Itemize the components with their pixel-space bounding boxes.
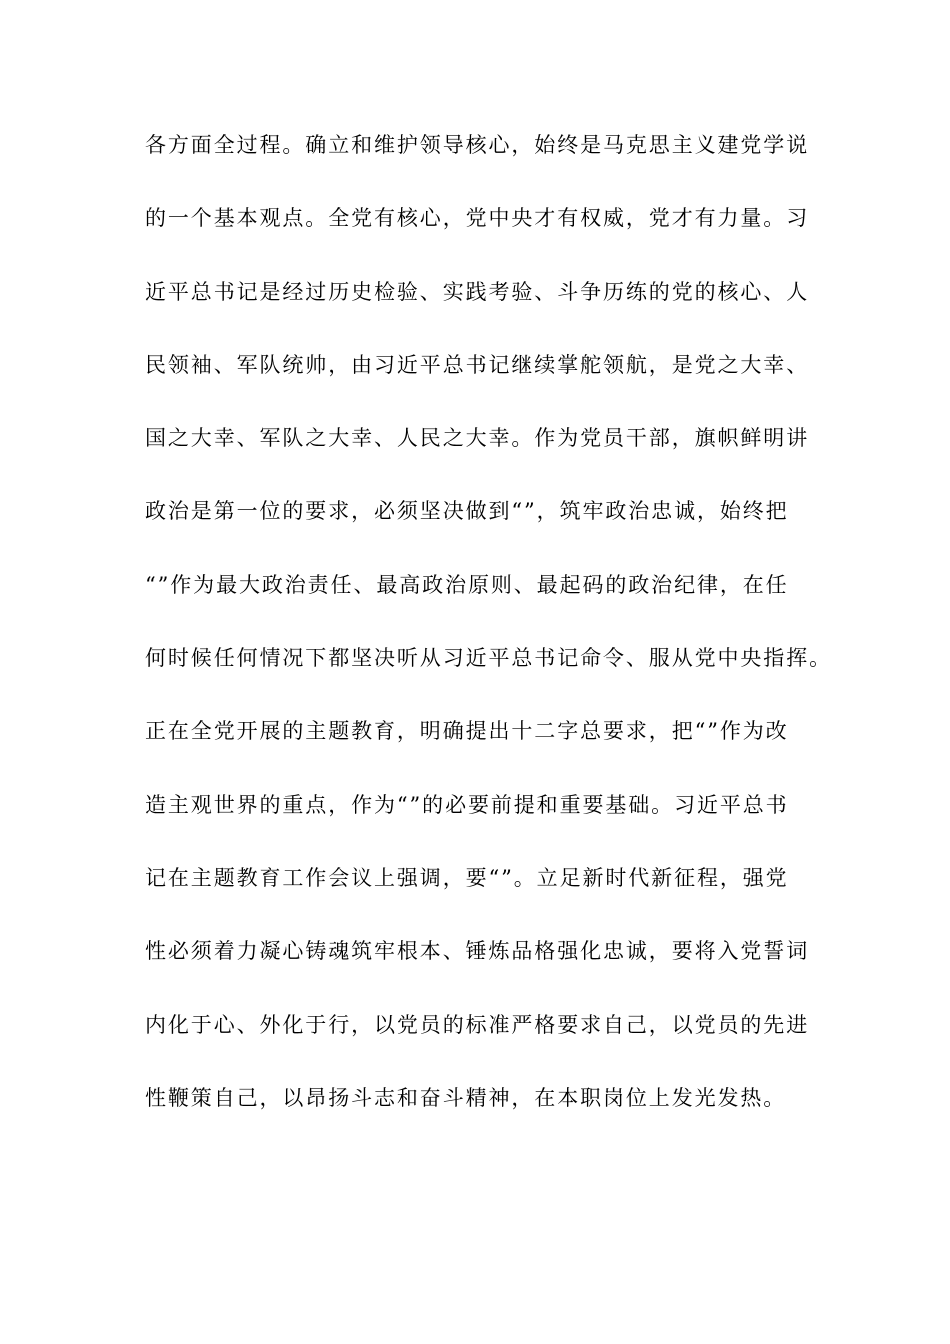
text-line: 何时候任何情况下都坚决听从习近平总书记命令、服从党中央指挥。	[145, 646, 832, 671]
text-line: 的一个基本观点。全党有核心，党中央才有权威，党才有力量。习	[145, 206, 810, 231]
text-line: 性鞭策自己，以昂扬斗志和奋斗精神，在本职岗位上发光发热。	[145, 1085, 787, 1110]
text-line: 性必须着力凝心铸魂筑牢根本、锤炼品格强化忠诚，要将入党誓词	[145, 939, 810, 964]
text-line: 内化于心、外化于行，以党员的标准严格要求自己，以党员的先进	[145, 1012, 810, 1037]
text-line: 政治是第一位的要求，必须坚决做到“”，筑牢政治忠诚，始终把	[145, 499, 789, 524]
text-line: 民领袖、军队统帅，由习近平总书记继续掌舵领航，是党之大幸、	[145, 352, 810, 377]
body-paragraph	[145, 125, 832, 1151]
text-line: 记在主题教育工作会议上强调，要“”。立足新时代新征程，强党	[145, 865, 789, 890]
text-line: 各方面全过程。确立和维护领导核心，始终是马克思主义建党学说	[145, 133, 810, 157]
text-line: 正在全党开展的主题教育，明确提出十二字总要求，把“”作为改	[145, 719, 789, 744]
text-line: 造主观世界的重点，作为“”的必要前提和重要基础。习近平总书	[145, 792, 789, 817]
text-line: 近平总书记是经过历史检验、实践考验、斗争历练的党的核心、人	[145, 279, 810, 304]
text-line: 国之大幸、军队之大幸、人民之大幸。作为党员干部，旗帜鲜明讲	[145, 426, 810, 451]
text-line: “”作为最大政治责任、最高政治原则、最起码的政治纪律，在任	[145, 572, 789, 597]
